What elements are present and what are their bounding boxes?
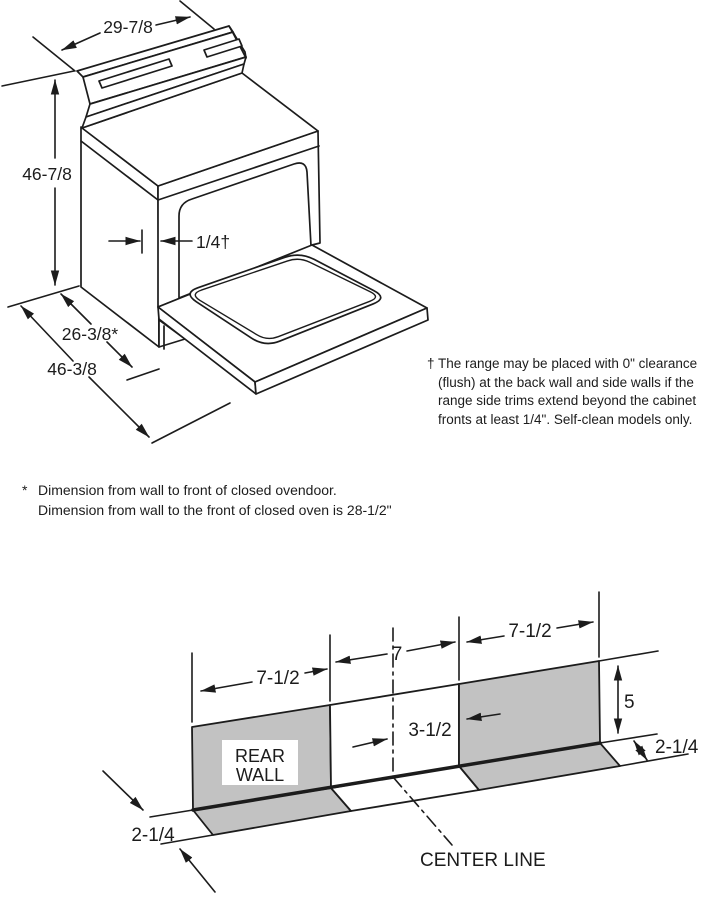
range-isometric-drawing bbox=[77, 26, 428, 394]
dagger-footnote-line: (flush) at the back wall and side walls if the bbox=[438, 374, 694, 390]
dim-left-section-line-a bbox=[201, 682, 252, 691]
dim-center-offset-label: 3-1/2 bbox=[408, 720, 452, 741]
dim-height-ext-bottom bbox=[8, 286, 79, 307]
dim-depth-open-label: 46-3/8 bbox=[47, 359, 97, 379]
dim-height-label: 46-7/8 bbox=[22, 164, 72, 184]
center-line-label: CENTER LINE bbox=[420, 850, 546, 871]
dim-side-trim-label: 1/4† bbox=[196, 232, 231, 252]
dagger-footnote-line: range side trims extend beyond the cabinet bbox=[438, 393, 697, 408]
asterisk-symbol: * bbox=[22, 482, 28, 498]
dim-right-section-label: 7-1/2 bbox=[508, 621, 552, 642]
dim-right-section-line-a bbox=[467, 636, 504, 642]
dim-left-section-label: 7-1/2 bbox=[256, 668, 300, 689]
dim-wall-height-label: 5 bbox=[624, 692, 635, 713]
dim-flange-left-line-b bbox=[180, 849, 215, 892]
dagger-symbol: † bbox=[427, 356, 435, 371]
dagger-footnote-line: fronts at least 1/4". Self-clean models only. bbox=[438, 411, 693, 427]
dim-depth-closed-label: 26-3/8* bbox=[61, 324, 119, 344]
dim-left-section-line-b bbox=[305, 669, 327, 673]
dim-depth-closed-line-up bbox=[61, 294, 91, 324]
rear-wall-label-line2: WALL bbox=[235, 765, 285, 785]
dagger-footnote bbox=[427, 355, 705, 429]
dim-middle-section-line-a bbox=[336, 654, 387, 662]
ext-wall-bottom-left bbox=[150, 810, 193, 817]
dim-width-line-right bbox=[156, 17, 190, 25]
dim-height bbox=[2, 71, 79, 307]
dim-width-ext-left bbox=[33, 37, 75, 71]
dim-depth-open-ext bbox=[152, 403, 230, 443]
dim-flange-right-line bbox=[634, 741, 647, 760]
dim-flange-left-label: 2-1/4 bbox=[131, 825, 175, 846]
dim-middle-section-label: 7 bbox=[391, 644, 403, 665]
star-footnote-line: Dimension from wall to the front of closed oven is 28-1/2" bbox=[38, 501, 392, 518]
star-footnote bbox=[22, 481, 442, 520]
dim-flange-right-label: 2-1/4 bbox=[655, 737, 699, 758]
dim-height-ext-top bbox=[2, 71, 74, 86]
star-footnote-line: Dimension from wall to front of closed ovendoor. bbox=[38, 482, 337, 498]
dim-width-line-left bbox=[62, 33, 100, 50]
dim-right-section-line-b bbox=[557, 622, 593, 628]
dim-depth-closed-ext bbox=[127, 369, 159, 380]
ext-wall-bottom-right bbox=[600, 734, 657, 743]
dim-middle-section-line-b bbox=[407, 642, 455, 651]
dim-width-label: 29-7/8 bbox=[103, 17, 153, 37]
dagger-footnote-line: The range may be placed with 0" clearance bbox=[438, 356, 698, 371]
dim-width-ext-right bbox=[180, 1, 214, 29]
dim-depth-open-line-down bbox=[89, 377, 149, 437]
dim-depth-closed-line-down bbox=[107, 342, 132, 367]
dim-flange-left-line-a bbox=[103, 771, 143, 810]
rear-wall-label-line1: REAR bbox=[234, 746, 286, 766]
ext-wall-top-right bbox=[599, 651, 658, 661]
